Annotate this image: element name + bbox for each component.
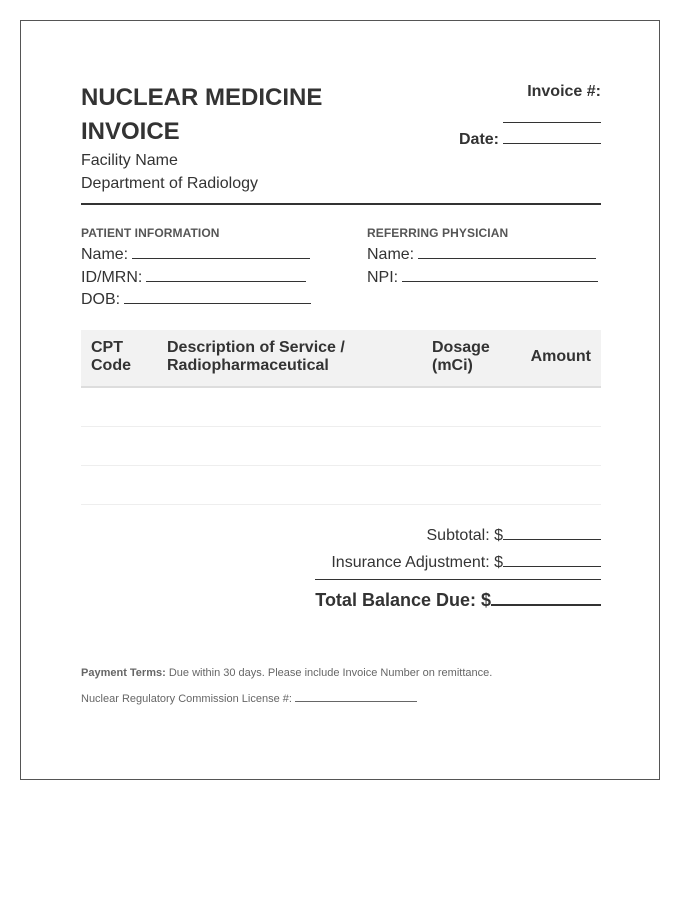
invoice-content xyxy=(81,21,601,779)
payment-terms xyxy=(81,665,492,681)
patient-dob-field[interactable] xyxy=(124,289,311,304)
total-label: Total Balance Due: $ xyxy=(315,590,491,610)
referring-physician xyxy=(367,226,601,289)
invoice-number-field[interactable] xyxy=(503,102,601,123)
invoice-number-label: Invoice #: xyxy=(527,83,601,100)
invoice-title: NUCLEAR MEDICINE INVOICE xyxy=(81,84,323,145)
patient-name-label: Name: xyxy=(81,246,129,263)
license-row xyxy=(81,691,417,707)
insurance-row xyxy=(331,552,601,573)
facility-name: Facility Name xyxy=(81,152,178,169)
invoice-meta xyxy=(401,82,601,150)
insurance-label: Insurance Adjustment: $ xyxy=(331,554,503,571)
physician-npi-field[interactable] xyxy=(402,267,598,282)
patient-dob-label: DOB: xyxy=(81,291,121,308)
patient-id-row xyxy=(81,267,331,290)
date-field[interactable] xyxy=(503,129,601,144)
payment-terms-text: Due within 30 days. Please include Invoice Number on remittance. xyxy=(168,667,493,679)
column-amount: Amount xyxy=(530,348,591,365)
license-field[interactable] xyxy=(295,691,417,702)
invoice-sheet xyxy=(20,20,660,780)
subtotal-field[interactable] xyxy=(503,525,601,540)
physician-npi-label: NPI: xyxy=(367,268,399,286)
patient-id-field[interactable] xyxy=(146,267,306,282)
header-divider xyxy=(81,203,601,205)
physician-name-field[interactable] xyxy=(418,244,596,259)
facility-block xyxy=(81,149,258,195)
column-dosage: Dosage (mCi) xyxy=(432,339,490,374)
table-row[interactable] xyxy=(81,427,601,466)
physician-name-label: Name: xyxy=(367,246,415,263)
total-row xyxy=(315,588,601,610)
total-field[interactable] xyxy=(491,588,601,606)
date-label: Date: xyxy=(458,131,499,148)
physician-name-row xyxy=(367,244,601,267)
patient-heading: PATIENT INFORMATION xyxy=(81,226,220,240)
physician-npi-row xyxy=(367,267,601,290)
totals-divider xyxy=(315,579,601,580)
table-row[interactable] xyxy=(81,466,601,505)
services-table-header xyxy=(81,330,601,388)
patient-name-row xyxy=(81,244,331,267)
department-name: Department of Radiology xyxy=(81,175,258,192)
patient-information xyxy=(81,226,331,312)
subtotal-label: Subtotal: $ xyxy=(426,527,503,544)
payment-terms-label: Payment Terms: xyxy=(81,667,166,679)
date-row xyxy=(401,129,601,150)
physician-heading: REFERRING PHYSICIAN xyxy=(367,226,509,240)
patient-id-label: ID/MRN: xyxy=(81,268,143,286)
insurance-field[interactable] xyxy=(503,552,601,567)
column-description: Description of Service / Radiopharmaceutical xyxy=(167,339,345,374)
subtotal-row xyxy=(427,525,602,546)
column-cpt-code: CPT Code xyxy=(91,339,131,374)
patient-dob-row xyxy=(81,289,331,312)
table-row[interactable] xyxy=(81,388,601,427)
patient-name-field[interactable] xyxy=(132,244,310,259)
license-label: Nuclear Regulatory Commission License #: xyxy=(81,693,292,705)
